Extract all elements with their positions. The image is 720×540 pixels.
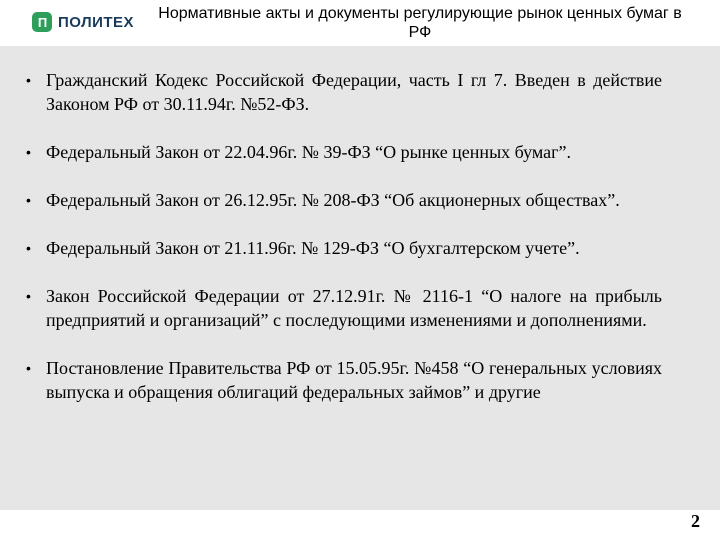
- list-item-text: Федеральный Закон от 26.12.95г. № 208-ФЗ “Об акционерных обществах”.: [46, 190, 620, 210]
- list-item: [26, 140, 662, 164]
- politech-logo-mark-icon: П: [32, 12, 52, 32]
- content-panel: [0, 46, 720, 510]
- bullet-icon: •: [26, 72, 31, 88]
- list-item-text: Закон Российской Федерации от 27.12.91г. № 2116-1 “О налоге на прибыль предприятий и организаций” с последующими изменениями и дополнениями.: [46, 286, 662, 330]
- bullet-icon: •: [26, 288, 31, 304]
- bullet-icon: •: [26, 240, 31, 256]
- documents-list: [26, 68, 662, 404]
- slide-title: Нормативные акты и документы регулирующие рынок ценных бумаг в РФ: [158, 5, 682, 41]
- list-item: [26, 356, 662, 404]
- list-item-text: Постановление Правительства РФ от 15.05.95г. №458 “О генеральных условиях выпуска и обращения облигаций федеральных займов” и другие: [46, 358, 662, 402]
- list-item: [26, 68, 662, 116]
- bullet-icon: •: [26, 144, 31, 160]
- list-item: [26, 236, 662, 260]
- bullet-icon: •: [26, 192, 31, 208]
- list-item-text: Гражданский Кодекс Российской Федерации, часть I гл 7. Введен в действие Законом РФ от 30.11.94г. №52-ФЗ.: [46, 70, 662, 114]
- politech-logo: [32, 12, 134, 32]
- list-item-text: Федеральный Закон от 21.11.96г. № 129-ФЗ “О бухгалтерском учете”.: [46, 238, 580, 258]
- list-item: [26, 188, 662, 212]
- logo-text: ПОЛИТЕХ: [58, 13, 135, 31]
- list-item: [26, 284, 662, 332]
- bullet-icon: •: [26, 360, 31, 376]
- page-number: 2: [691, 511, 700, 531]
- list-item-text: Федеральный Закон от 22.04.96г. № 39-ФЗ “О рынке ценных бумаг”.: [46, 142, 572, 162]
